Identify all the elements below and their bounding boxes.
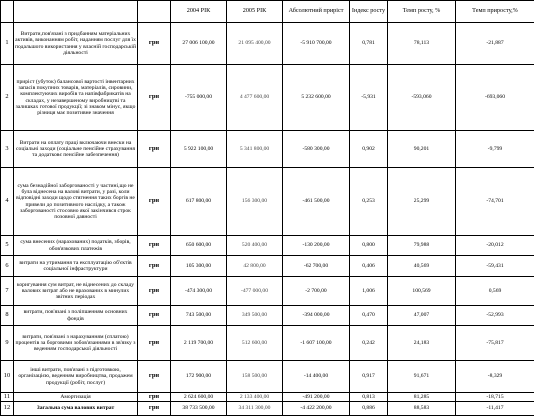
header-abs-growth: Абсолютний приріст (283, 1, 350, 23)
row-abs-growth: -580 300,00 (283, 131, 350, 168)
row-growth-rate: 90,201 (388, 131, 456, 168)
row-value-2005: 2 133 400,00 (227, 393, 283, 402)
row-description: витрати, пов'язані з нарахуванням (сплатою) процентів за борговими зобов'язаннями в зв'язку з веденням господарської діяльності (14, 326, 138, 361)
row-value-2005: 34 311 300,00 (227, 402, 283, 416)
row-description: Загальна сума валових витрат (14, 402, 138, 416)
table-row-total (1, 402, 534, 416)
row-growth-rate: -593,060 (388, 65, 456, 131)
row-increase-rate: -74,701 (456, 168, 534, 236)
row-description: Амортизація (14, 393, 138, 402)
row-index: 0,406 (350, 256, 388, 277)
row-value-2004: 105 300,00 (171, 256, 227, 277)
header-unit (138, 1, 171, 23)
row-index: 0,813 (350, 393, 388, 402)
row-value-2004: -474 300,00 (171, 277, 227, 306)
row-abs-growth: -491 200,00 (283, 393, 350, 402)
row-index: 1,006 (350, 277, 388, 306)
row-abs-growth: -4 422 200,00 (283, 402, 350, 416)
table-row (1, 256, 534, 277)
row-growth-rate: 79,988 (388, 236, 456, 256)
row-value-2004: 650 600,00 (171, 236, 227, 256)
row-growth-rate: 47,007 (388, 306, 456, 326)
row-value-2004: 5 922 100,00 (171, 131, 227, 168)
row-value-2004: 2 119 700,00 (171, 326, 227, 361)
row-abs-growth: -130 200,00 (283, 236, 350, 256)
row-value-2005: 21 095 400,00 (227, 23, 283, 65)
row-increase-rate: -75,817 (456, 326, 534, 361)
row-description: витрати на утримання та експлуатацію об'єктів соціальної інфраструктури (14, 256, 138, 277)
row-increase-rate: -18,715 (456, 393, 534, 402)
row-value-2005: -477 000,00 (227, 277, 283, 306)
row-index: 0,242 (350, 326, 388, 361)
header-increase-rate: Темп приросту,% (456, 1, 534, 23)
row-value-2005: 5 341 800,00 (227, 131, 283, 168)
row-increase-rate: -9,799 (456, 131, 534, 168)
row-increase-rate: -20,012 (456, 236, 534, 256)
header-description (14, 1, 138, 23)
row-description: сума внесених (нарахованих) податків, зборів, обов'язкових платежів (14, 236, 138, 256)
table-row (1, 65, 534, 131)
row-growth-rate: 40,569 (388, 256, 456, 277)
row-increase-rate: -21,887 (456, 23, 534, 65)
row-abs-growth: -5 910 700,00 (283, 23, 350, 65)
header-row (1, 1, 534, 23)
row-description: витрати, пов'язані з поліпшенням основних фондів (14, 306, 138, 326)
table-row (1, 277, 534, 306)
row-value-2004: -755 000,00 (171, 65, 227, 131)
row-value-2004: 617 800,00 (171, 168, 227, 236)
row-index: 0,886 (350, 402, 388, 416)
row-growth-rate: 100,569 (388, 277, 456, 306)
row-description: коригування сум витрат, не віднесених до складу валових витрат або не врахованих в минулих звітних періодах (14, 277, 138, 306)
row-increase-rate: -11,417 (456, 402, 534, 416)
row-value-2005: 349 500,00 (227, 306, 283, 326)
row-value-2004: 27 006 100,00 (171, 23, 227, 65)
row-unit: грн (138, 256, 171, 277)
row-value-2005: 4 477 600,00 (227, 65, 283, 131)
row-growth-rate: 88,583 (388, 402, 456, 416)
row-index: 0,781 (350, 23, 388, 65)
row-value-2005: 156 300,00 (227, 168, 283, 236)
row-abs-growth: -14 400,00 (283, 361, 350, 393)
row-unit: грн (138, 277, 171, 306)
row-number: 11 (1, 393, 14, 402)
row-number: 4 (1, 168, 14, 236)
row-number: 1 (1, 23, 14, 65)
row-unit: грн (138, 402, 171, 416)
row-index: -5,931 (350, 65, 388, 131)
row-abs-growth: -394 000,00 (283, 306, 350, 326)
row-number: 6 (1, 256, 14, 277)
row-abs-growth: -2 700,00 (283, 277, 350, 306)
row-unit: грн (138, 393, 171, 402)
row-number: 12 (1, 402, 14, 416)
row-unit: грн (138, 23, 171, 65)
row-abs-growth: -62 700,00 (283, 256, 350, 277)
row-number: 7 (1, 277, 14, 306)
row-description: Витрати на оплату праці включаючи внески на соціальні заходи (соціальне пенсійне страхування та додатковє пенсійне забезпечення) (14, 131, 138, 168)
row-description: приріст (убуток) балансової вартості інвентарних запасів покупних товарів, матеріалів, сировини, комплектуючих виробів та напівфабрикатів на складах, у незавершеному виробництві та залишках готової продукції; зі знаком мінус, якщо різниця має позитивне значення (14, 65, 138, 131)
row-increase-rate: -59,431 (456, 256, 534, 277)
header-index: Індекс росту (350, 1, 388, 23)
row-description: Витрати,пов'язані з придбанням матеріальних активів, виконанням робіт, наданням послуг для їх подальшого використання у власній господарській діяльності (14, 23, 138, 65)
row-growth-rate: 25,299 (388, 168, 456, 236)
row-growth-rate: 24,183 (388, 326, 456, 361)
row-increase-rate: 0,569 (456, 277, 534, 306)
row-abs-growth: -1 607 100,00 (283, 326, 350, 361)
row-number: 5 (1, 236, 14, 256)
row-growth-rate: 91,671 (388, 361, 456, 393)
header-year-2005: 2005 РІК (227, 1, 283, 23)
header-year-2004: 2004 РІК (171, 1, 227, 23)
row-increase-rate: -8,329 (456, 361, 534, 393)
row-unit: грн (138, 168, 171, 236)
header-growth-rate: Темп росту, % (388, 1, 456, 23)
row-unit: грн (138, 306, 171, 326)
row-increase-rate: -693,060 (456, 65, 534, 131)
row-description: сума безнадійної заборгованості у частині,що не була віднесена на валові витрати, у разі, коли відповідні заходи щодо стягнення таких боргів не привели до позитивного наслідку, а також заборгованості стосовно якої закінчився строк позовної давності (14, 168, 138, 236)
row-value-2004: 2 624 600,00 (171, 393, 227, 402)
row-number: 10 (1, 361, 14, 393)
table-row (1, 361, 534, 393)
row-value-2004: 38 733 500,00 (171, 402, 227, 416)
row-index: 0,800 (350, 236, 388, 256)
row-abs-growth: -461 500,00 (283, 168, 350, 236)
table-row (1, 326, 534, 361)
row-index: 0,470 (350, 306, 388, 326)
table-row (1, 131, 534, 168)
row-value-2004: 172 900,00 (171, 361, 227, 393)
row-growth-rate: 78,113 (388, 23, 456, 65)
table-row (1, 306, 534, 326)
row-index: 0,253 (350, 168, 388, 236)
row-value-2004: 743 500,00 (171, 306, 227, 326)
row-value-2005: 42 800,00 (227, 256, 283, 277)
row-index: 0,902 (350, 131, 388, 168)
row-number: 8 (1, 306, 14, 326)
row-unit: грн (138, 236, 171, 256)
row-value-2005: 520 400,00 (227, 236, 283, 256)
header-num (1, 1, 14, 23)
table-row (1, 393, 534, 402)
row-unit: грн (138, 326, 171, 361)
table-row (1, 236, 534, 256)
row-abs-growth: 5 232 600,00 (283, 65, 350, 131)
row-description: інші витрати, пов'язані з підготовкою, організацією, веденням виробництва, продажем продукції (робіт, послуг) (14, 361, 138, 393)
row-growth-rate: 81,285 (388, 393, 456, 402)
row-increase-rate: -52,993 (456, 306, 534, 326)
row-number: 2 (1, 65, 14, 131)
row-unit: грн (138, 361, 171, 393)
row-unit: грн (138, 65, 171, 131)
row-value-2005: 158 500,00 (227, 361, 283, 393)
row-index: 0,917 (350, 361, 388, 393)
row-value-2005: 512 600,00 (227, 326, 283, 361)
row-number: 9 (1, 326, 14, 361)
row-number: 3 (1, 131, 14, 168)
table-row (1, 168, 534, 236)
table-row (1, 23, 534, 65)
row-unit: грн (138, 131, 171, 168)
